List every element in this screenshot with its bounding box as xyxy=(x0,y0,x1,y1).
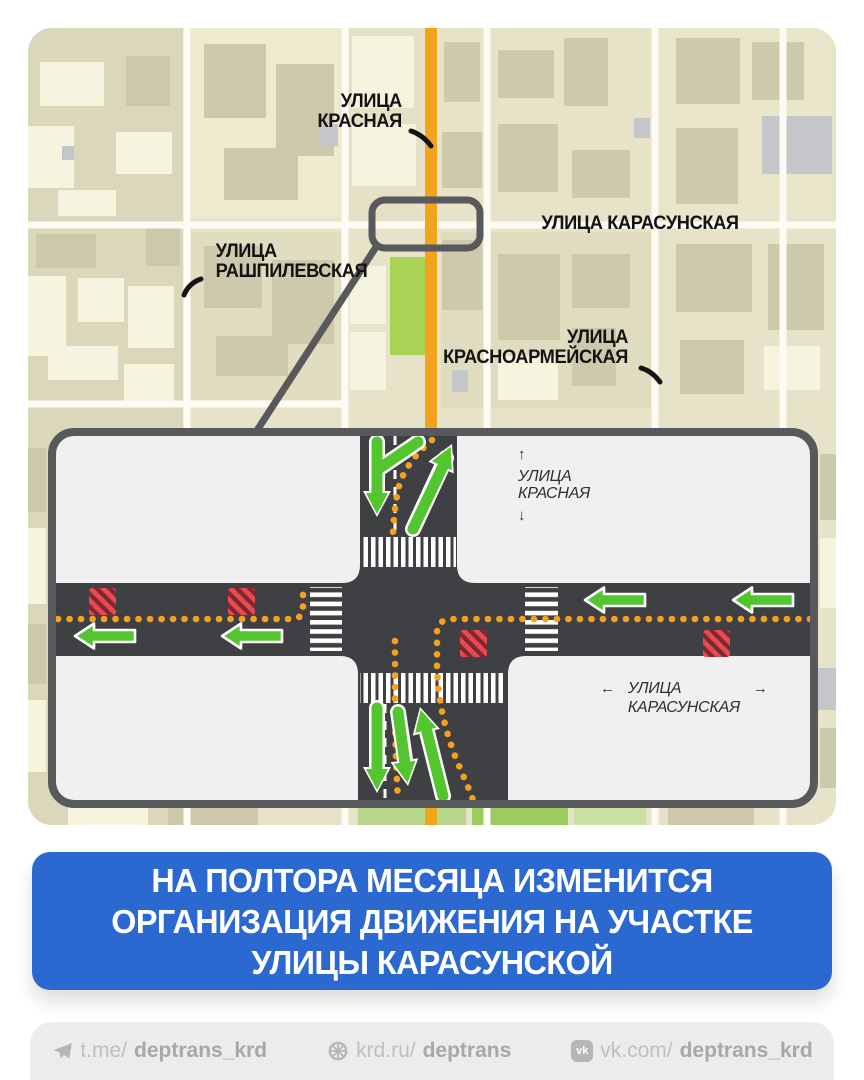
arrow-west-2 xyxy=(222,624,282,649)
footer-bar xyxy=(30,1022,834,1080)
intersection-diagram xyxy=(48,428,818,808)
banner-line-2: ОРГАНИЗАЦИЯ ДВИЖЕНИЯ НА УЧАСТКЕ xyxy=(111,902,753,940)
label-tick-rashpilevskaya xyxy=(180,275,204,299)
up-arrow-icon: ↑ xyxy=(518,446,526,463)
banner-line-3: УЛИЦЫ КАРАСУНСКОЙ xyxy=(251,943,613,981)
arrow-west-1 xyxy=(75,624,135,649)
diagram-label-karasunskaya: ← УЛИЦА КАРАСУНСКАЯ → xyxy=(600,680,768,716)
arrow-north-fork-down xyxy=(363,442,418,517)
telegram-icon xyxy=(51,1040,73,1062)
map-label-krasnaya: УЛИЦА КРАСНАЯ xyxy=(317,91,402,132)
label-tick-krasnoarmeyskaya xyxy=(638,364,664,386)
map-label-krasnoarmeyskaya: УЛИЦА КРАСНОАРМЕЙСКАЯ xyxy=(443,327,628,368)
diagram-label-krasnaya: ↑ УЛИЦА КРАСНАЯ ↓ xyxy=(518,446,590,524)
crosswalk-south xyxy=(360,673,506,703)
arrow-south-down-1 xyxy=(363,708,391,793)
left-arrow-icon: ← xyxy=(600,680,615,697)
down-arrow-icon: ↓ xyxy=(518,506,526,524)
intersection-graphic xyxy=(56,436,810,800)
vk-icon: vk xyxy=(571,1040,593,1062)
crosswalk-east xyxy=(525,587,558,651)
map-label-rashpilevskaya: УЛИЦА РАШПИЛЕВСКАЯ xyxy=(215,241,368,282)
footer-link-vk: vk vk.com/ deptrans_krd xyxy=(571,1039,812,1063)
announcement-banner xyxy=(32,852,832,990)
arrow-south-up xyxy=(406,704,443,796)
right-arrow-icon: → xyxy=(752,680,768,697)
banner-line-1: НА ПОЛТОРА МЕСЯЦА ИЗМЕНИТСЯ xyxy=(151,861,713,899)
label-tick-krasnaya xyxy=(408,126,434,150)
footer-link-telegram: t.me/ deptrans_krd xyxy=(51,1039,267,1063)
crosswalk-west xyxy=(310,587,342,651)
map-label-karasunskaya: УЛИЦА КАРАСУНСКАЯ xyxy=(541,213,739,234)
arrow-north-up xyxy=(413,438,465,529)
arrow-east-1 xyxy=(585,588,645,613)
arrow-east-2 xyxy=(733,588,793,613)
globe-icon xyxy=(327,1040,349,1062)
crosswalk-north xyxy=(362,537,456,567)
footer-link-site: krd.ru/ deptrans xyxy=(327,1039,511,1063)
